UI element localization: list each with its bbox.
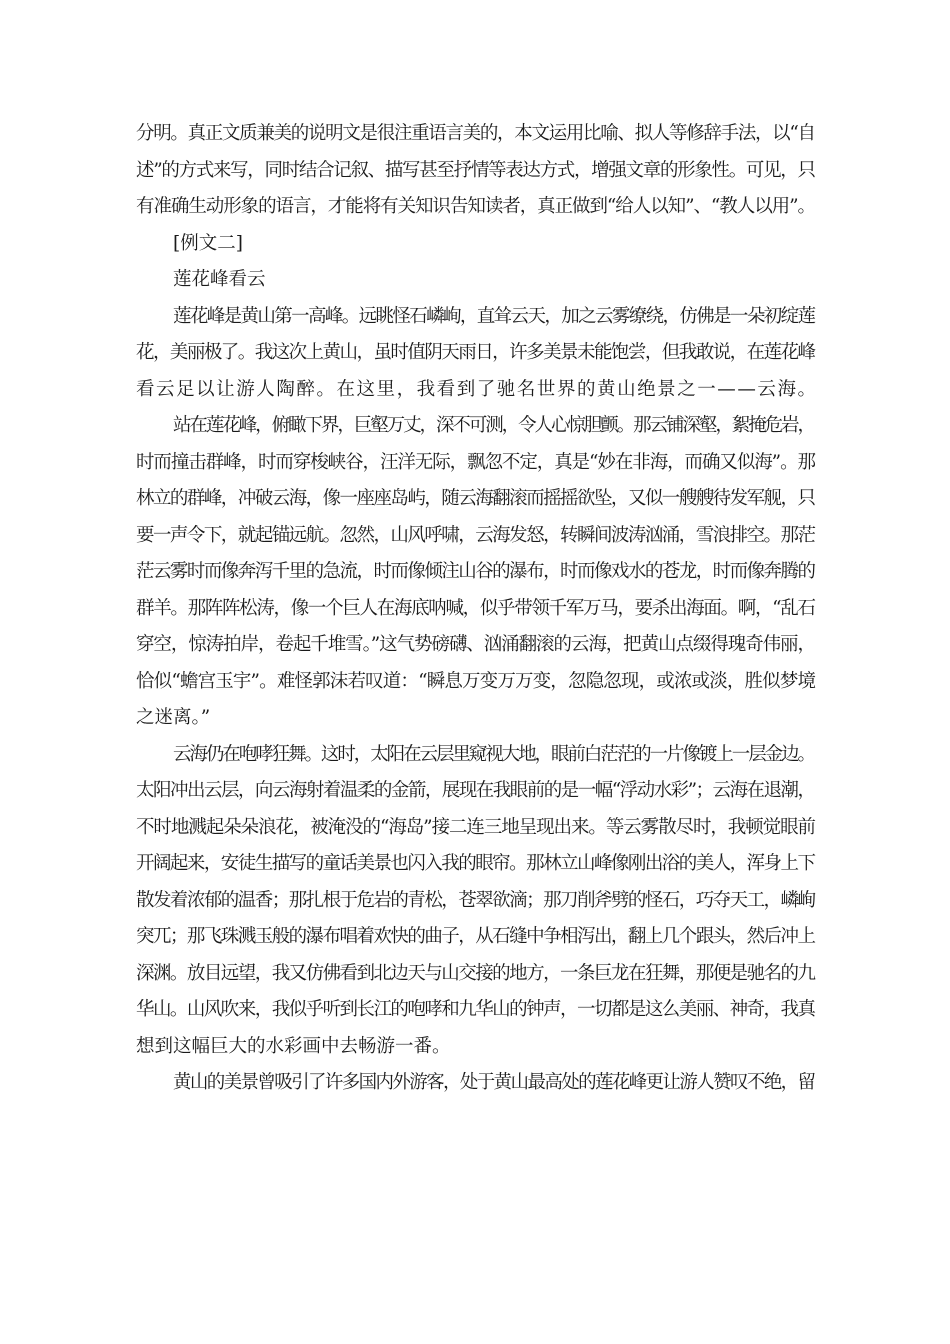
text-line: 突兀；那飞珠溅玉般的瀑布唱着欢快的曲子，从石缝中争相泻出，翻上几个跟头，然后冲上: [136, 926, 815, 947]
text-line: 深渊。放目远望，我又仿佛看到北边天与山交接的地方，一条巨龙在狂舞，那便是驰名的九: [136, 962, 815, 984]
text-line: 林立的群峰，冲破云海，像一座座岛屿，随云海翻滚而摇摇欲坠，又似一艘艘待发军舰，只: [136, 488, 815, 509]
text-line: 花，美丽极了。我这次上黄山，虽时值阴天雨日，许多美景未能饱尝，但我敢说，在莲花峰: [136, 342, 815, 363]
text-line: 看云足以让游人陶醉。在这里，我看到了驰名世界的黄山绝景之一——云海。: [136, 378, 818, 400]
document-body: [136, 116, 816, 1102]
text-line: 莲花峰看云: [173, 269, 266, 290]
text-line: 述”的方式来写，同时结合记叙、描写甚至抒情等表达方式，增强文章的形象性。可见，只: [136, 159, 815, 181]
text-line: 之迷离。”: [136, 707, 211, 728]
text-line: 有准确生动形象的语言，才能将有关知识告知读者，真正做到“给人以知”、“教人以用”。: [136, 196, 815, 217]
text-line: 太阳冲出云层，向云海射着温柔的金箭，展现在我眼前的是一幅“浮动水彩”；云海在退潮，: [136, 780, 815, 801]
text-line: 时而撞击群峰，时而穿梭峡谷，汪洋无际，飘忽不定，真是“妙在非海，而确又似海”。那: [136, 451, 815, 473]
text-line: 恰似“蟾宫玉宇”。难怪郭沫若叹道：“瞬息万变万万变，忽隐忽现，或浓或淡，胜似梦境: [136, 670, 816, 692]
text-line: 要一声令下，就起锚远航。忽然，山风呼啸，云海发怒，转瞬间波涛汹涌，雪浪排空。那茫: [136, 524, 815, 546]
text-line: 不时地溅起朵朵浪花，被淹没的“海岛”接二连三地呈现出来。等云雾散尽时，我顿觉眼前: [136, 816, 815, 838]
text-line: 分明。真正文质兼美的说明文是很注重语言美的，本文运用比喻、拟人等修辞手法，以“自: [136, 123, 815, 144]
text-line: 群羊。那阵阵松涛，像一个巨人在海底呐喊，似乎带领千军万马，要杀出海面。啊，“乱石: [136, 597, 815, 619]
text-line: 莲花峰是黄山第一高峰。远眺怪石嶙峋，直耸云天，加之云雾缭绕，仿佛是一朵初绽莲: [173, 305, 815, 327]
text-line: 开阔起来，安徒生描写的童话美景也闪入我的眼帘。那林立山峰像刚出浴的美人，浑身上下: [136, 853, 815, 874]
text-line: 云海仍在咆哮狂舞。这时，太阳在云层里窥视大地，眼前白茫茫的一片像镀上一层金边。: [173, 743, 814, 765]
text-line: 散发着浓郁的温香；那扎根于危岩的青松，苍翠欲滴；那刀削斧劈的怪石，巧夺天工，嶙峋: [136, 889, 815, 911]
text-line: 黄山的美景曾吸引了许多国内外游客，处于黄山最高处的莲花峰更让游人赞叹不绝，留: [173, 1072, 815, 1093]
text-line: 想到这幅巨大的水彩画中去畅游一番。: [136, 1035, 451, 1057]
text-line: 穿空，惊涛拍岸，卷起千堆雪。”这气势磅礴、汹涌翻滚的云海，把黄山点缀得瑰奇伟丽，: [136, 634, 815, 655]
text-line: 茫云雾时而像奔泻千里的急流，时而像倾注山谷的瀑布，时而像戏水的苍龙，时而像奔腾的: [136, 561, 815, 582]
text-line: 华山。山风吹来，我似乎听到长江的咆哮和九华山的钟声，一切都是这么美丽、神奇，我真: [136, 999, 815, 1020]
text-line: [例文二]: [173, 232, 243, 254]
text-line: 站在莲花峰，俯瞰下界，巨壑万丈，深不可测，令人心惊胆颤。那云铺深壑，絮掩危岩，: [173, 415, 814, 436]
